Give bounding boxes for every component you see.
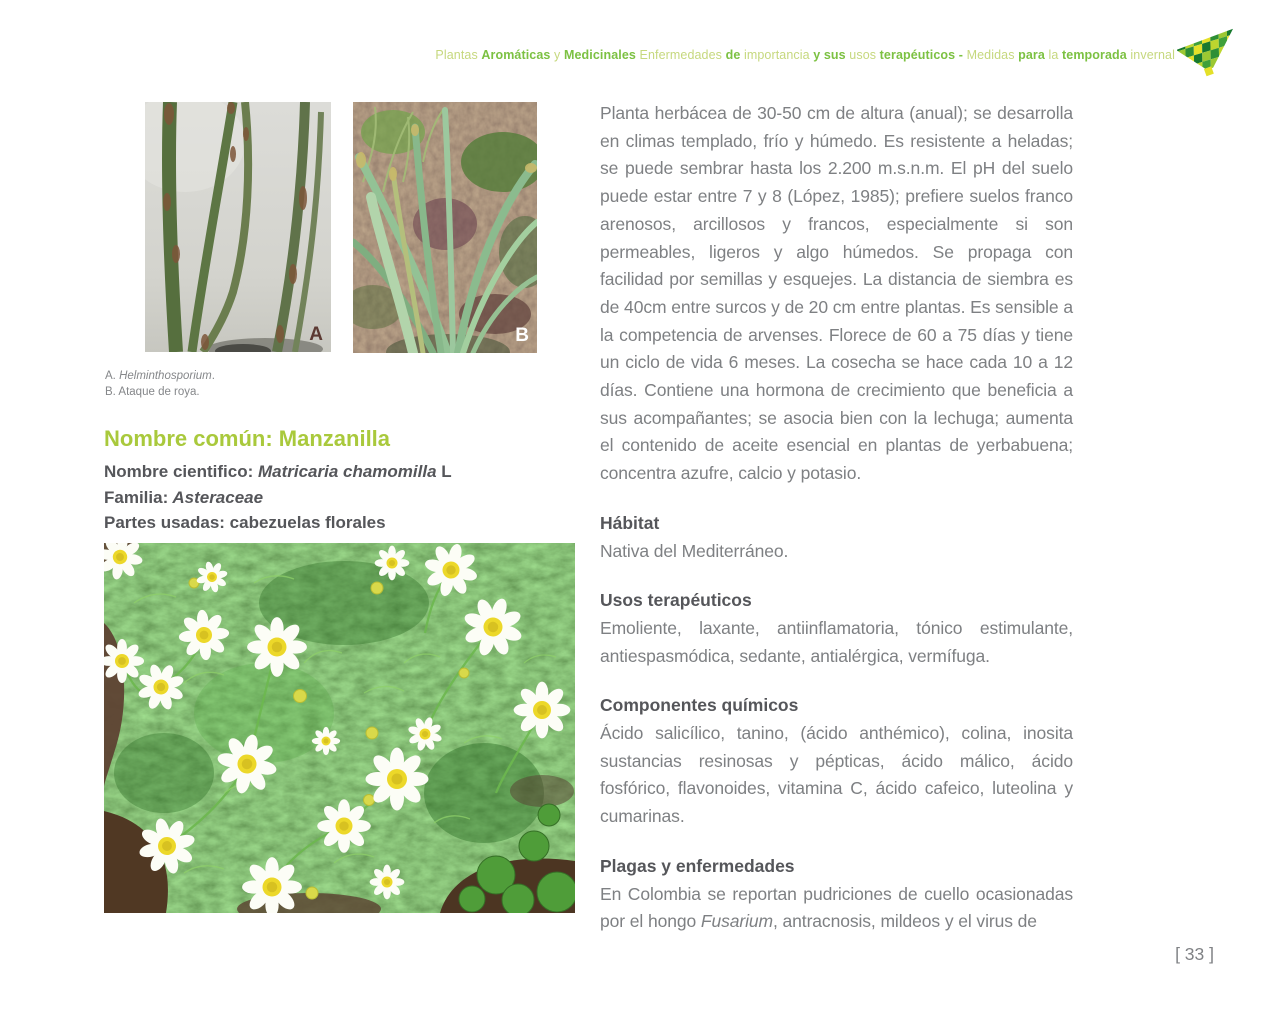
section-habitat bbox=[600, 510, 1073, 565]
header-text: temporada bbox=[1062, 48, 1127, 62]
checkered-arrow-logo-icon bbox=[1176, 22, 1234, 78]
diseased-leaves-photo bbox=[145, 102, 331, 352]
section-title-plagas: Plagas y enfermedades bbox=[600, 855, 795, 876]
section-plagas bbox=[600, 853, 1073, 936]
header-text: para bbox=[1018, 48, 1045, 62]
header-text: Medidas bbox=[963, 48, 1019, 62]
section-usos bbox=[600, 587, 1073, 670]
taxonomy-block bbox=[104, 459, 452, 536]
running-header bbox=[435, 48, 1175, 62]
caption-a: A. Helminthosporium. bbox=[105, 370, 215, 382]
main-text-column bbox=[600, 100, 1073, 936]
section-componentes bbox=[600, 692, 1073, 831]
header-text: y sus bbox=[813, 48, 846, 62]
header-text: invernal bbox=[1126, 48, 1175, 62]
header-text: y bbox=[550, 48, 564, 62]
section-title-usos: Usos terapéuticos bbox=[600, 590, 752, 611]
header-text: de bbox=[725, 48, 741, 62]
family-line: Familia: Asteraceae bbox=[104, 487, 264, 507]
figure-label-b: B bbox=[515, 325, 529, 346]
figure-captions bbox=[105, 369, 215, 400]
header-text: importancia bbox=[740, 48, 814, 62]
rust-attack-photo bbox=[353, 102, 537, 353]
page-number: [ 33 ] bbox=[1175, 944, 1214, 964]
header-text: Enfermedades bbox=[635, 48, 726, 62]
figure-roya-photo bbox=[353, 102, 537, 353]
caption-b: B. Ataque de roya. bbox=[105, 385, 200, 398]
chamomile-field-photo bbox=[104, 543, 575, 913]
section-title-componentes: Componentes químicos bbox=[600, 695, 799, 716]
section-body-componentes: Ácido salicílico, tanino, (ácido anthémico), colina, inosita sustancias resinosas y pépticas, ácido málico, ácido fosfórico, flavonoides, vitamina C, ácido cafeico, luteolina y cumarinas. bbox=[600, 723, 1073, 827]
section-title-habitat: Hábitat bbox=[600, 512, 660, 533]
figure-label-a: A bbox=[309, 324, 323, 345]
parts-used-line: Partes usadas: cabezuelas florales bbox=[104, 513, 386, 532]
section-body-habitat: Nativa del Mediterráneo. bbox=[600, 540, 789, 561]
section-body-plagas: En Colombia se reportan pudriciones de cuello ocasionadas por el hongo Fusarium, antracnosis, mildeos y el virus de bbox=[600, 883, 1073, 932]
figure-helminthosporium-photo bbox=[145, 102, 331, 352]
header-text: Plantas bbox=[435, 48, 482, 62]
header-text: terapéuticos - bbox=[879, 48, 964, 62]
header-text: Medicinales bbox=[563, 48, 636, 62]
description-paragraph: Planta herbácea de 30-50 cm de altura (anual); se desarrolla en climas templado, frío y húmedo. Es resistente a heladas; se puede sembrar hasta los 2.200 m.s.n.m. El pH del suelo puede estar entre 7 y 8 (López, 1985); prefiere suelos franco arenosos, arcillosos y francos, especialmente si son permeables, ligeros y algo húmedos. Se propaga con facilidad por semillas y esquejes. La distancia de siembra es de 40cm entre surcos y de 20 cm entre plantas. Es sensible a la competencia de arvenses. Florece de 60 a 75 días y tiene un ciclo de vida 6 meses. La cosecha se hace cada 10 a 12 días. Contiene una hormona de crecimiento que beneficia a sus acompañantes; se asocia bien con la lechuga; aumenta el contenido de aceite esencial en plantas de yerbabuena; concentra azufre, calcio y potasio. bbox=[600, 103, 1073, 484]
common-name-heading: Nombre común: Manzanilla bbox=[104, 426, 391, 451]
section-body-usos: Emoliente, laxante, antiinflamatoria, tónico estimulante, antiespasmódica, sedante, antialérgica, vermífuga. bbox=[600, 617, 1073, 666]
header-text: Aromáticas bbox=[481, 48, 551, 62]
chamomile-photo bbox=[104, 543, 575, 913]
header-text: usos bbox=[845, 48, 880, 62]
header-text: la bbox=[1044, 48, 1063, 62]
scientific-name-line: Nombre cientifico: Matricaria chamomilla L bbox=[104, 462, 452, 481]
